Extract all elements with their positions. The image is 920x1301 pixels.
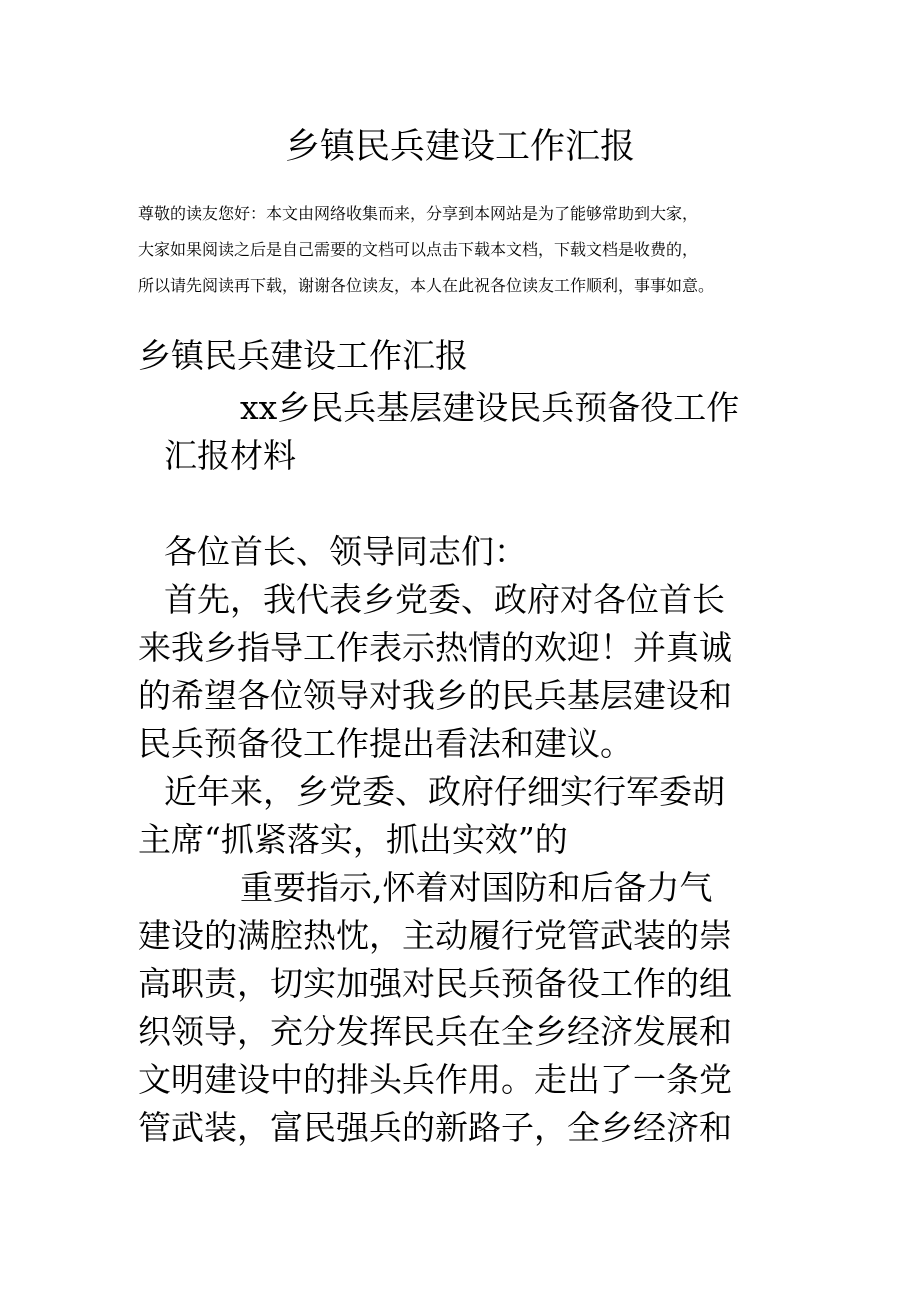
paragraph-line: 来我乡指导工作表示热情的欢迎！并真诚	[138, 628, 732, 667]
paragraph-line: 民兵预备役工作提出看法和建议。	[138, 724, 633, 763]
document-title: 乡镇民兵建设工作汇报	[284, 127, 635, 167]
reader-notice	[138, 196, 798, 304]
paragraph-line: 首先，我代表乡党委、政府对各位首长	[164, 580, 725, 619]
body-subheading-cont: 汇报材料	[164, 436, 296, 475]
paragraph-line: 重要指示,怀着对国防和后备力气	[240, 868, 713, 907]
body-heading: 乡镇民兵建设工作汇报	[138, 336, 468, 375]
paragraph-line: 管武装，富民强兵的新路子，全乡经济和	[138, 1108, 732, 1147]
salutation: 各位首长、领导同志们：	[164, 532, 527, 571]
paragraph-line: 的希望各位领导对我乡的民兵基层建设和	[138, 676, 732, 715]
paragraph-line: 近年来，乡党委、政府仔细实行军委胡	[164, 772, 725, 811]
body-subheading: xx乡民兵基层建设民兵预备役工作	[240, 388, 740, 427]
paragraph-line: 高职责，切实加强对民兵预备役工作的组	[138, 964, 732, 1003]
paragraph-line: 主席“抓紧落实，抓出实效”的	[138, 820, 568, 859]
notice-line: 所以请先阅读再下载，谢谢各位读友，本人在此祝各位读友工作顺利，事事如意。	[138, 276, 715, 295]
paragraph-line: 文明建设中的排头兵作用。走出了一条党	[138, 1060, 732, 1099]
paragraph-line: 织领导，充分发挥民兵在全乡经济发展和	[138, 1012, 732, 1051]
notice-line: 大家如果阅读之后是自己需要的文档可以点击下载本文档，下载文档是收费的，	[138, 240, 699, 259]
notice-line: 尊敬的读友您好：本文由网络收集而来，分享到本网站是为了能够常助到大家，	[138, 204, 699, 223]
paragraph-line: 建设的满腔热忱，主动履行党管武装的崇	[138, 916, 732, 955]
